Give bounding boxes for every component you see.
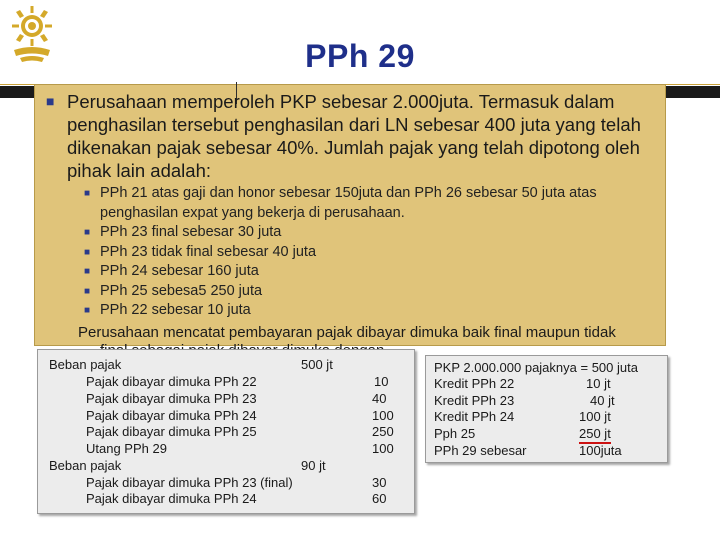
journal-label: Beban pajak: [49, 458, 122, 473]
journal-debit: 90 jt: [301, 458, 326, 473]
square-bullet-icon: ■: [84, 227, 91, 238]
list-item: ■ PPh 24 sebesar 160 juta: [84, 262, 664, 282]
journal-label: Pajak dibayar dimuka PPh 25: [86, 424, 257, 439]
journal-label: Pajak dibayar dimuka PPh 22: [86, 374, 257, 389]
list-item: ■ PPh 21 atas gaji dan honor sebesar 150juta dan PPh 26 sebesar 50 juta atas penghasilan expat yang bekerja di perusahaan.: [84, 185, 597, 221]
list-item: ■ PPh 22 sebesar 10 juta: [84, 301, 664, 321]
slide-title: PPh 29: [305, 38, 415, 74]
journal-debit: 500 jt: [301, 357, 333, 372]
calc-value: 250 jt: [579, 426, 611, 444]
journal-credit: 250: [372, 424, 394, 439]
journal-label: Pajak dibayar dimuka PPh 24: [86, 408, 257, 423]
calc-label: PPh 29 sebesar: [434, 443, 527, 458]
calc-label: Kredit PPh 24: [434, 409, 515, 424]
square-bullet-icon: ■: [84, 266, 91, 277]
journal-label: Pajak dibayar dimuka PPh 24: [86, 491, 257, 506]
journal-label: Utang PPh 29: [86, 441, 167, 456]
square-bullet-icon: ■: [84, 285, 91, 297]
calc-value: 40 jt: [590, 393, 615, 408]
journal-credit: 30: [372, 475, 387, 490]
journal-credit: 100: [372, 408, 394, 423]
square-bullet-icon: ■: [84, 246, 91, 258]
calc-total: 100juta: [579, 443, 622, 458]
closing-line: Perusahaan mencatat pembayaran pajak dibayar dimuka baik final maupun tidak: [78, 324, 616, 341]
calc-label: Pph 25: [434, 426, 476, 441]
square-bullet-icon: ■: [84, 305, 91, 316]
calc-value: 100 jt: [579, 409, 611, 424]
journal-credit: 40: [372, 391, 387, 406]
journal-label: Pajak dibayar dimuka PPh 23 (final): [86, 475, 293, 490]
square-bullet-icon: ■: [46, 93, 55, 109]
calc-label: PKP 2.000.000 pajaknya = 500 juta: [434, 360, 638, 375]
list-item: ■ PPh 23 tidak final sebesar 40 juta: [84, 243, 664, 263]
calc-label: Kredit PPh 22: [434, 376, 515, 391]
journal-label: Pajak dibayar dimuka PPh 23: [86, 391, 257, 406]
list-item: ■ PPh 23 final sebesar 30 juta: [84, 223, 664, 243]
list-item: ■ PPh 25 sebesa5 250 juta: [84, 282, 664, 302]
calc-label: Kredit PPh 23: [434, 393, 515, 408]
calc-value: 10 jt: [586, 376, 611, 391]
main-paragraph: Perusahaan memperoleh PKP sebesar 2.000juta. Termasuk dalam penghasilan tersebut penghasilan dari LN sebesar 400 juta yang telah dikenakan pajak sebesar 40%. Jumlah pajak yang telah dipotong oleh pihak lain adalah:: [67, 91, 641, 181]
journal-credit: 60: [372, 491, 387, 506]
withheld-tax-list: [84, 184, 664, 321]
journal-credit: 100: [372, 441, 394, 456]
journal-credit: 10: [374, 374, 389, 389]
journal-label: Beban pajak: [49, 357, 122, 372]
square-bullet-icon: ■: [84, 188, 91, 199]
